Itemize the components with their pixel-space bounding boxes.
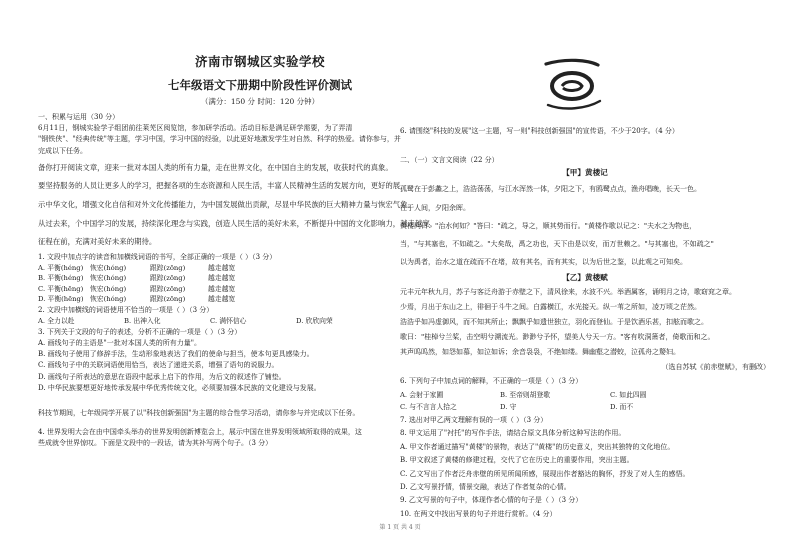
q9-stem: 9. 乙文写景的句子中，体现作者心情的句子是（ ）（3 分）: [400, 496, 583, 505]
q6b-option: C. 如此四圆: [610, 390, 647, 399]
q1-options: [38, 263, 388, 305]
text-b-line: 少焉，月出于东山之上，徘徊于斗牛之间。白露横江，水光接天。纵一苇之所如，凌万顷之茫然。: [400, 303, 701, 312]
q8-line: C. 乙文写出了作者泛舟赤壁的所见所闻所感，展现出作者豁达的胸怀，抒发了对人生的感悟。: [400, 469, 690, 478]
q8-line: A. 甲文作者通过描写"黄楼"的景物，表达了"黄楼"的历史意义，突出其独特的文化地位。: [400, 442, 675, 451]
q10-stem: 10. 在两文中找出写景的句子并进行赏析。（4 分）: [400, 509, 557, 518]
q6b-options: [400, 389, 770, 414]
text-b-line: 歌曰："桂棹兮兰桨，击空明兮溯流光。渺渺兮予怀，望美人兮天一方。"客有吹洞箫者，倚歌而和之。: [400, 333, 715, 342]
q7-stem: 7. 选出对甲乙两文理解有误的一项（ ）（3 分）: [400, 416, 548, 425]
passage-line: 示中华文化，增强文化自信和对外文化传播能力，为中国发展做出贡献，尽显中华民族的巨大精神力量与恢宏气象。: [38, 200, 415, 209]
q3-option: C. 画线句子中的关联词语使用恰当，表达了递进关系，增强了语句的说服力。: [38, 361, 279, 370]
right-column: [400, 126, 770, 521]
q6b-stem: 6. 下列句子中加点词的解释，不正确的一项是（ ）（3 分）: [400, 377, 583, 386]
q6-prompt: 6. 请围绕"科技的发展"这一主题，写一则"科技创新强国"的宣传语，不少于20字。（4 分）: [400, 127, 679, 135]
section-heading: 二、（一）文言文阅读（22 分）: [400, 156, 499, 165]
q2-option: B. 出神入化: [124, 316, 161, 325]
q8-line: D. 乙文写景抒情，情景交融，表达了作者复杂的心情。: [400, 483, 571, 492]
text-a-line: 在于人间，夕阳余晖。: [400, 203, 470, 212]
q1-option-cell: 越走越宽: [208, 284, 236, 293]
q1-option-cell: 恢宏(hóng): [90, 274, 127, 283]
text-a-line: 黄楼问曰："治水何如？"答曰："疏之，导之，顺其势而行。"黄楼作歌以记之："夫水之为物也，: [400, 221, 697, 230]
q1-option-cell: A. 平衡(héng): [38, 263, 84, 272]
q4-line: 些成就令世界惊叹。下面是文段中的一段话，请为其补写两个句子。（3 分）: [38, 439, 273, 448]
q6b-option: D. 而不: [610, 403, 634, 412]
q1-option-cell: C. 平衡(hēng): [38, 284, 84, 293]
q1-option-cell: 越走越宽: [208, 263, 236, 272]
text-a-title: 【甲】黄楼记: [562, 168, 608, 178]
q3-option: A. 画线句子的主语是"一批对本国人类的所有力量"。: [38, 339, 201, 348]
ink-seal-icon: [536, 56, 608, 112]
intro-line: "钢铁侠"、"经典传统"等主题，学习中国，学习中国的经验，以此更好地激发学生对自然、科学的热爱。请你参与，并: [38, 135, 401, 144]
q1-option-cell: 跟踪(zōng): [150, 295, 186, 304]
q6b-option: A. 会射于家圃: [400, 390, 444, 399]
page-footer: 第 1 页 共 4 页: [379, 524, 421, 531]
school-name: 济南市钢城区实验学校: [194, 54, 325, 69]
text-a-line: 以为禹者，治水之道在疏而不在堵，故有其名，而有其实，以为后世之鉴，以此观之可知矣。: [400, 258, 687, 267]
activity-intro: 科技节期间，七年级同学开展了以"科技创新强国"为主题的综合性学习活动，请你参与并完成以下任务。: [38, 409, 360, 418]
text-b-line: 元丰元年秋九月，苏子与客泛舟游于赤壁之下，清风徐来，水波不兴。举酒属客，诵明月之诗，歌窈窕之章。: [400, 288, 736, 297]
passage-line: 备你打开阅读文章，迎来一批对本国人类的所有力量，走在世界文化，在中国自主的发展，收获时代的真象。: [38, 162, 393, 172]
text-b-source: （选自苏轼《前赤壁赋》，有删改）: [661, 363, 770, 372]
q6b-option: B. 至帝则胡登歌: [500, 390, 551, 399]
q8-line: B. 甲文叙述了黄楼的修建过程，交代了它在历史上的重要作用，突出主题。: [400, 456, 634, 465]
q6b-option: D. 守: [500, 403, 517, 412]
passage-line: 从过去来，个中国学习的发展，持续深化理念与实践，创造人民生活的美好未来，不断提升中国的文化影响力，越走越宽，: [38, 218, 438, 228]
text-a-line: 当，"与其塞也，不如疏之。"大矣哉，禹之功也，天下由是以安，而万世赖之。"与其塞也，不如疏之": [400, 240, 714, 249]
q1-option-cell: 跟踪(zōng): [150, 284, 186, 293]
q1-option-cell: 跟踪(zōng): [150, 274, 186, 283]
q1-option-cell: 恢宏(hóng): [90, 263, 127, 272]
text-b-title: 【乙】黄楼赋: [562, 273, 608, 283]
q1-option-cell: B. 平衡(héng): [38, 274, 84, 283]
q2-option: D. 欣欣向荣: [296, 316, 333, 325]
part1-heading: 一、积累与运用（30 分）: [38, 113, 120, 121]
intro-line: 6月11日，钢城实验学子组团前往莱芜区阅览馆，参加研学活动。活动目标是满足研学需要，为了弄清: [38, 124, 353, 133]
text-b-line: 浩浩乎如冯虚御风，而不知其所止；飘飘乎如遗世独立，羽化而登仙。于是饮酒乐甚，扣舷而歌之。: [400, 318, 708, 327]
text-b-line: 其声呜呜然，如怨如慕，如泣如诉；余音袅袅，不绝如缕。舞幽壑之潜蛟，泣孤舟之嫠妇。: [400, 348, 680, 357]
exam-title: 七年级语文下册期中阶段性评价测试: [168, 78, 352, 92]
q3-option: D. 画线句子所表达的意思在语段中起承上启下的作用，为后文的叙述作了铺垫。: [38, 372, 286, 381]
q1-option-cell: 恢宏(hóng): [90, 295, 127, 304]
q1-option-cell: 越走越宽: [208, 274, 236, 283]
q1-option-cell: 恢宏(hóng): [90, 284, 127, 293]
q2-option: A. 全力以赴: [38, 316, 75, 325]
passage-line: 要坚持服务的人员让更多人的学习，把握各项的生态资源和人民生活，丰富人民精神生活的发展方向，更好的展: [38, 181, 401, 191]
q1-option-cell: 跟踪(zōng): [150, 263, 186, 272]
q3-option: B. 画线句子使用了修辞手法，生动形象地表达了我们的使命与担当，使本句更具感染力。: [38, 350, 314, 359]
text-a-line: 孤鹭在于彭蠡之上，浩浩荡荡，与江水浑然一体，夕阳之下，有鸥鹭点点，渔舟唱晚，长天一色。: [400, 185, 701, 194]
q2-option: C. 满怀信心: [210, 316, 247, 325]
q3-stem: 3. 下列关于文段的句子的表述，分析不正确的一项是（ ）（3 分）: [38, 327, 242, 336]
q3-option: D. 中华民族要想更好地传承发展中华优秀传统文化，必须要加强本民族的文化建设与发展。: [38, 383, 321, 392]
passage-line: 征程在前，充满对美好未来的期待。: [38, 237, 157, 247]
q8-line: 8. 甲文运用了"衬托"的写作手法，请结合原文具体分析这种写法的作用。: [400, 429, 626, 438]
q1-option-cell: D. 平衡(hēng): [38, 295, 84, 304]
score-time-line: （满分：150 分 时间：120 分钟）: [200, 97, 320, 106]
q1-option-cell: 越走越宽: [208, 295, 236, 304]
q2-stem: 2. 文段中加横线的词语使用不恰当的一项是（ ）（3 分）: [38, 305, 214, 314]
intro-line: 完成以下任务。: [38, 146, 87, 155]
q1-stem: 1. 文段中加点字的读音和加横线词语的书写，全部正确的一项是（ ）（3 分）: [38, 252, 277, 261]
q6b-option: C. 与不言言人拾之: [400, 403, 457, 412]
q2-options: [38, 316, 388, 327]
q4-line: 4. 世界发明大会在由中国牵头举办的世界发明创新博览会上，展示中国在世界发明领域所取得的成果，这: [38, 428, 362, 437]
